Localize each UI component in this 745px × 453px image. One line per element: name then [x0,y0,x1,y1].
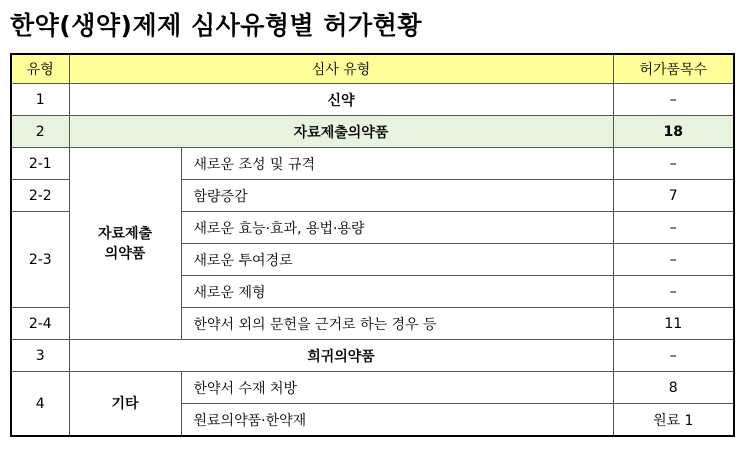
row-sub: 한약서 수재 처방 [181,372,613,404]
header-count: 허가품목수 [613,54,734,84]
table-row [11,84,734,116]
row-type: 2-2 [11,180,69,212]
row-sub: 새로운 효능·효과, 용법·용량 [181,212,613,244]
table-row [11,148,734,180]
row-sub: 원료의약품·한약재 [181,404,613,437]
row-type: 2-1 [11,148,69,180]
row-type: 3 [11,340,69,372]
row-review: 희귀의약품 [69,340,613,372]
group-submission-label: 자료제출 의약품 [97,225,153,262]
row-type: 4 [11,372,69,437]
group-submission [69,148,181,340]
row-count: – [613,340,734,372]
row-review: 자료제출의약품 [69,116,613,148]
row-count: 원료 1 [613,404,734,437]
table-row [11,116,734,148]
row-sub: 새로운 조성 및 규격 [181,148,613,180]
header-review: 심사 유형 [69,54,613,84]
row-sub: 함량증감 [181,180,613,212]
row-type: 2-3 [11,212,69,308]
row-type: 1 [11,84,69,116]
row-type: 2-4 [11,308,69,340]
row-count: – [613,84,734,116]
table-row [11,340,734,372]
group-other: 기타 [69,372,181,437]
row-count: 8 [613,372,734,404]
header-type: 유형 [11,54,69,84]
row-type: 2 [11,116,69,148]
approval-table [10,53,735,437]
row-sub: 새로운 제형 [181,276,613,308]
row-sub: 한약서 외의 문헌을 근거로 하는 경우 등 [181,308,613,340]
row-count: 18 [613,116,734,148]
row-count: – [613,212,734,244]
table-row [11,372,734,404]
table-header-row [11,54,734,84]
page-title: 한약(생약)제제 심사유형별 허가현황 [10,11,423,40]
row-review: 신약 [69,84,613,116]
row-count: 7 [613,180,734,212]
row-count: – [613,148,734,180]
row-sub: 새로운 투여경로 [181,244,613,276]
row-count: – [613,276,734,308]
row-count: – [613,244,734,276]
row-count: 11 [613,308,734,340]
